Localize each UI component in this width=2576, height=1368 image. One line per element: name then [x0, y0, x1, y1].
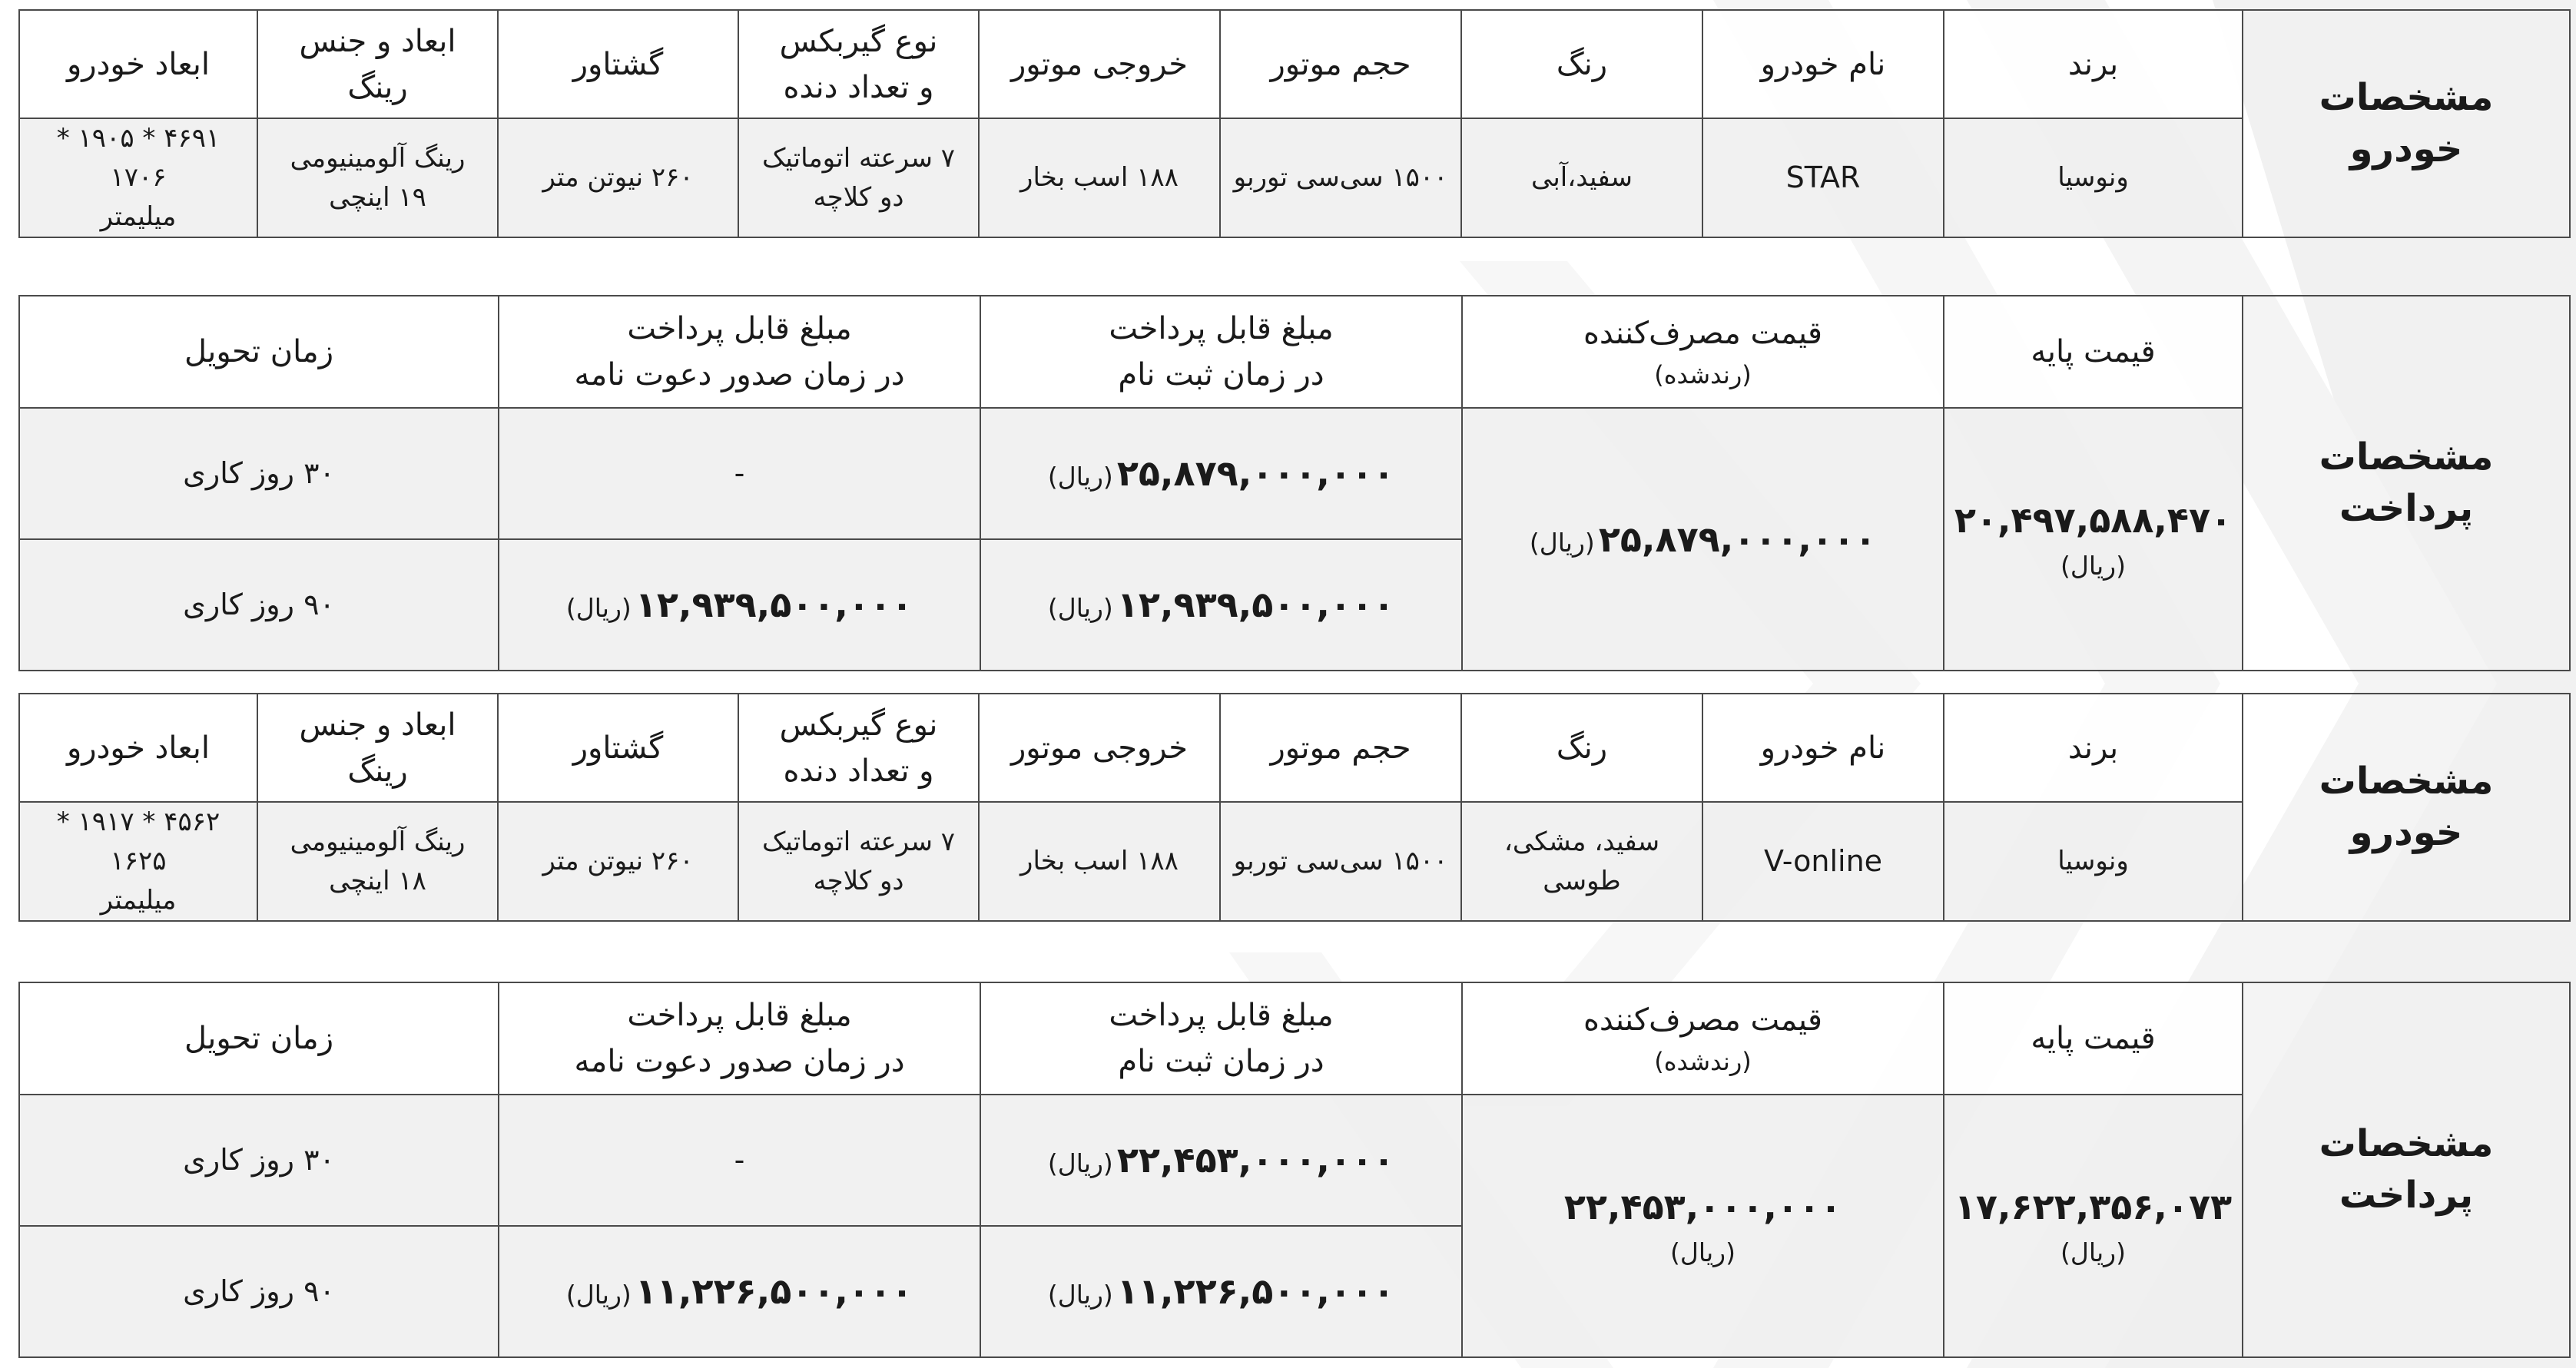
car-specs-label: مشخصات خودرو [2243, 694, 2570, 921]
car-2-plan-2-invitation: ۱۱,۲۲۶,۵۰۰,۰۰۰ (ریال) [499, 1226, 980, 1357]
car-2-torque: ۲۶۰ نیوتن متر [498, 802, 738, 921]
car-2-payment-table [18, 982, 2571, 1358]
header-delivery: زمان تحویل [19, 982, 499, 1095]
car-1-color: سفید،آبی [1461, 118, 1702, 237]
header-consumer-price: قیمت مصرف‌کننده (رندشده) [1462, 296, 1944, 408]
car-2-brand: ونوسیا [1944, 802, 2243, 921]
car-1-specs-table [18, 9, 2571, 238]
car-1-payment-table [18, 295, 2571, 671]
car-2-model: V-online [1702, 802, 1944, 921]
car-1-plan-1-delivery: ۳۰ روز کاری [19, 408, 499, 539]
header-delivery: زمان تحویل [19, 296, 499, 408]
header-power: خروجی موتور [979, 694, 1220, 802]
car-1-engine: ۱۵۰۰ سی‌سی توربو [1220, 118, 1461, 237]
car-2-engine: ۱۵۰۰ سی‌سی توربو [1220, 802, 1461, 921]
car-2-plan-1-registration: ۲۲,۴۵۳,۰۰۰,۰۰۰ (ریال) [980, 1095, 1462, 1226]
car-2-rims: رینگ آلومینیومی ۱۸ اینچی [257, 802, 498, 921]
car-1-brand: ونوسیا [1944, 118, 2243, 237]
car-1-base-price: ۲۰,۴۹۷,۵۸۸,۴۷۰ (ریال) [1944, 408, 2243, 671]
header-model: نام خودرو [1702, 694, 1944, 802]
car-1-model: STAR [1702, 118, 1944, 237]
car-1-gearbox: ۷ سرعته اتوماتیک دو کلاچه [738, 118, 979, 237]
header-rims: ابعاد و جنس رینگ [257, 694, 498, 802]
car-2-plan-1-invitation: - [499, 1095, 980, 1226]
car-2-dimensions: ۴۵۶۲ * ۱۹۱۷ * ۱۶۲۵ میلیمتر [19, 802, 257, 921]
header-base-price: قیمت پایه [1944, 982, 2243, 1095]
header-torque: گشتاور [498, 694, 738, 802]
header-consumer-price: قیمت مصرف‌کننده (رندشده) [1462, 982, 1944, 1095]
car-1-consumer-price: ۲۵,۸۷۹,۰۰۰,۰۰۰ (ریال) [1462, 408, 1944, 671]
car-1-plan-1-invitation: - [499, 408, 980, 539]
car-2-plan-2-delivery: ۹۰ روز کاری [19, 1226, 499, 1357]
car-specs-label: مشخصات خودرو [2243, 10, 2570, 237]
car-1-plan-2-delivery: ۹۰ روز کاری [19, 539, 499, 671]
header-base-price: قیمت پایه [1944, 296, 2243, 408]
header-engine: حجم موتور [1220, 694, 1461, 802]
car-1-plan-2-registration: ۱۲,۹۳۹,۵۰۰,۰۰۰ (ریال) [980, 539, 1462, 671]
header-dimensions: ابعاد خودرو [19, 694, 257, 802]
header-engine: حجم موتور [1220, 10, 1461, 118]
header-color: رنگ [1461, 10, 1702, 118]
header-color: رنگ [1461, 694, 1702, 802]
payment-specs-label: مشخصات پرداخت [2243, 982, 2570, 1357]
car-2-gearbox: ۷ سرعته اتوماتیک دو کلاچه [738, 802, 979, 921]
header-model: نام خودرو [1702, 10, 1944, 118]
car-2-specs-table [18, 693, 2571, 922]
car-2-color: سفید، مشکی، طوسی [1461, 802, 1702, 921]
header-brand: برند [1944, 10, 2243, 118]
car-1-rims: رینگ آلومینیومی ۱۹ اینچی [257, 118, 498, 237]
payment-specs-label: مشخصات پرداخت [2243, 296, 2570, 671]
car-1-torque: ۲۶۰ نیوتن متر [498, 118, 738, 237]
car-2-consumer-price: ۲۲,۴۵۳,۰۰۰,۰۰۰ (ریال) [1462, 1095, 1944, 1357]
header-brand: برند [1944, 694, 2243, 802]
header-gearbox: نوع گیربکس و تعداد دنده [738, 694, 979, 802]
header-rims: ابعاد و جنس رینگ [257, 10, 498, 118]
header-registration: مبلغ قابل پرداخت در زمان ثبت نام [980, 296, 1462, 408]
header-registration: مبلغ قابل پرداخت در زمان ثبت نام [980, 982, 1462, 1095]
header-power: خروجی موتور [979, 10, 1220, 118]
car-2-plan-2-registration: ۱۱,۲۲۶,۵۰۰,۰۰۰ (ریال) [980, 1226, 1462, 1357]
header-invitation: مبلغ قابل پرداخت در زمان صدور دعوت نامه [499, 982, 980, 1095]
header-invitation: مبلغ قابل پرداخت در زمان صدور دعوت نامه [499, 296, 980, 408]
car-2-power: ۱۸۸ اسب بخار [979, 802, 1220, 921]
car-1-plan-1-registration: ۲۵,۸۷۹,۰۰۰,۰۰۰ (ریال) [980, 408, 1462, 539]
header-gearbox: نوع گیربکس و تعداد دنده [738, 10, 979, 118]
car-2-base-price: ۱۷,۶۲۲,۳۵۶,۰۷۳ (ریال) [1944, 1095, 2243, 1357]
car-1-plan-2-invitation: ۱۲,۹۳۹,۵۰۰,۰۰۰ (ریال) [499, 539, 980, 671]
car-1-power: ۱۸۸ اسب بخار [979, 118, 1220, 237]
header-torque: گشتاور [498, 10, 738, 118]
car-2-plan-1-delivery: ۳۰ روز کاری [19, 1095, 499, 1226]
header-dimensions: ابعاد خودرو [19, 10, 257, 118]
car-1-dimensions: ۴۶۹۱ * ۱۹۰۵ * ۱۷۰۶ میلیمتر [19, 118, 257, 237]
